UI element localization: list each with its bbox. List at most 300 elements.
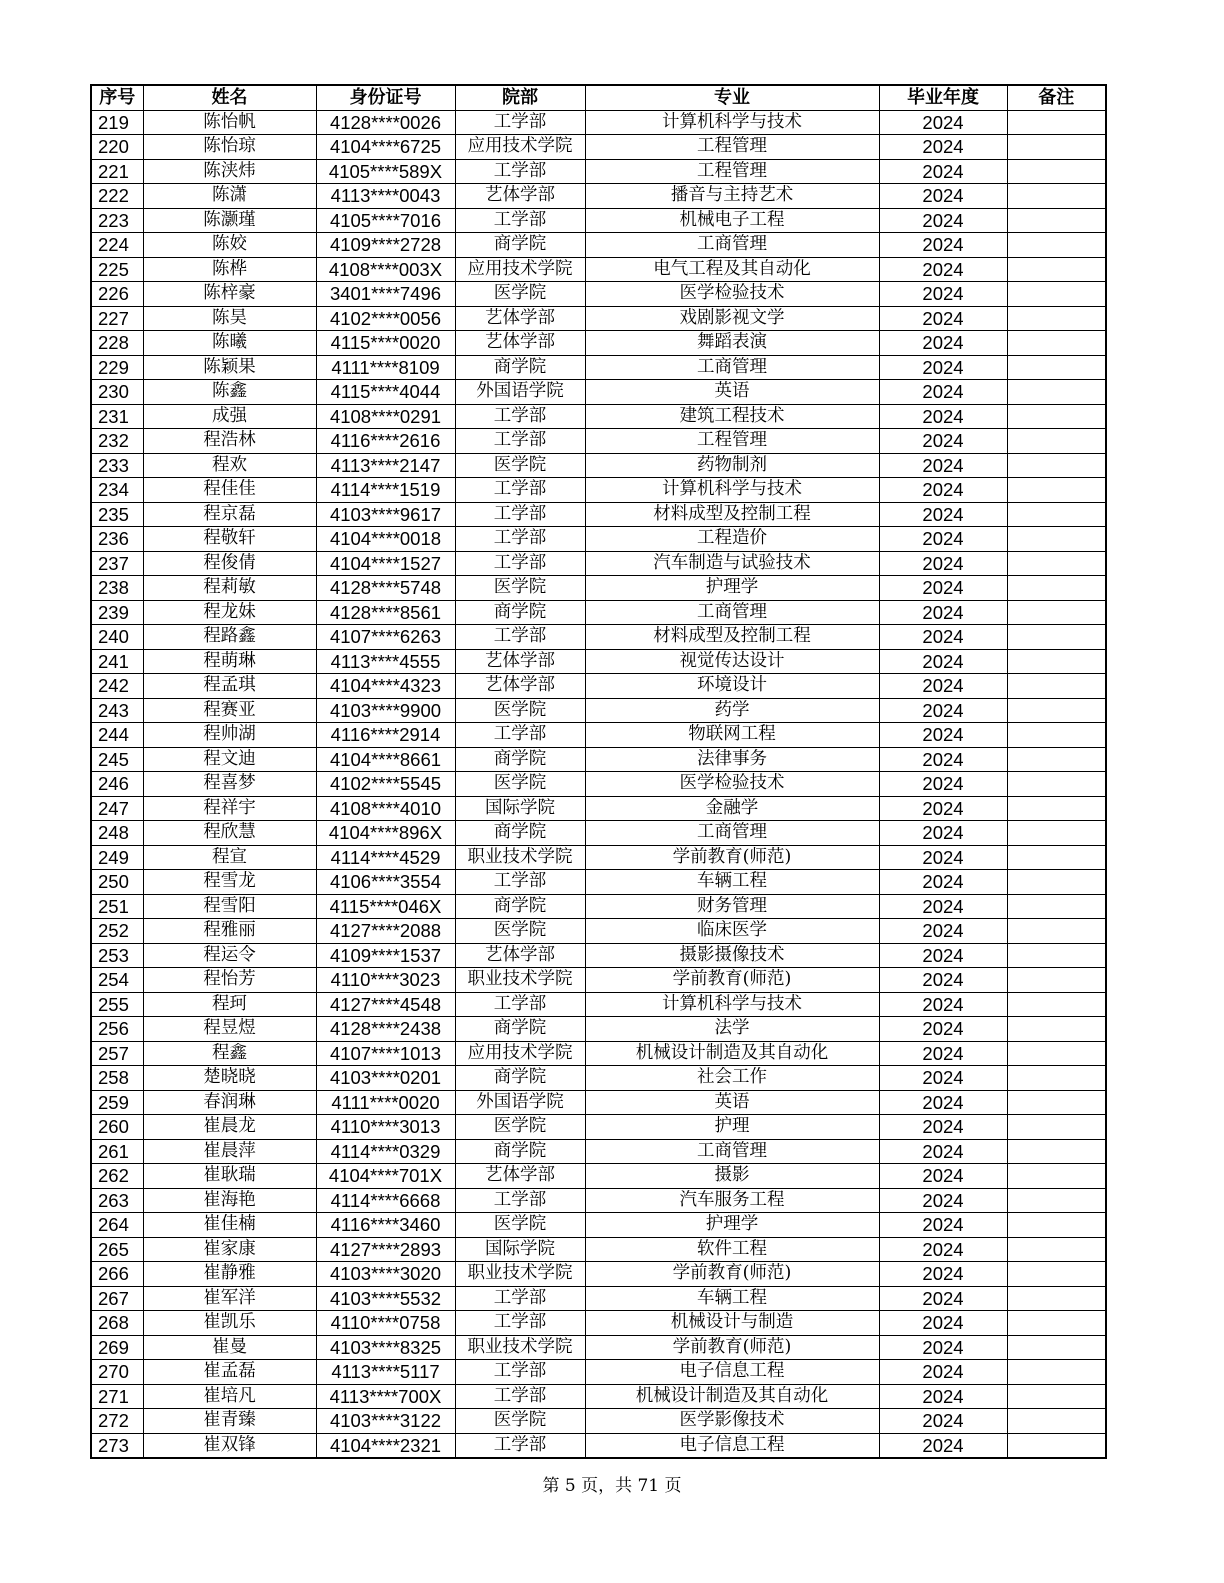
cell-graduation-year: 2024 [879, 404, 1007, 429]
cell-seq: 260 [91, 1115, 143, 1140]
cell-major: 护理学 [585, 1213, 879, 1238]
table-row [91, 184, 1106, 209]
cell-remarks [1007, 1213, 1106, 1238]
cell-department: 医学院 [455, 453, 585, 478]
cell-graduation-year: 2024 [879, 674, 1007, 699]
cell-name: 崔晨龙 [143, 1115, 316, 1140]
table-row [91, 1237, 1106, 1262]
cell-seq: 225 [91, 257, 143, 282]
cell-name: 程俊倩 [143, 551, 316, 576]
cell-id-number: 4113****4555 [316, 649, 455, 674]
cell-department: 艺体学部 [455, 1164, 585, 1189]
cell-seq: 253 [91, 943, 143, 968]
cell-graduation-year: 2024 [879, 527, 1007, 552]
cell-seq: 256 [91, 1017, 143, 1042]
table-row [91, 1360, 1106, 1385]
table-row [91, 649, 1106, 674]
cell-remarks [1007, 159, 1106, 184]
cell-graduation-year: 2024 [879, 943, 1007, 968]
cell-name: 程赛亚 [143, 698, 316, 723]
cell-department: 工学部 [455, 110, 585, 135]
cell-name: 崔海艳 [143, 1188, 316, 1213]
cell-seq: 244 [91, 723, 143, 748]
cell-graduation-year: 2024 [879, 208, 1007, 233]
cell-department: 国际学院 [455, 796, 585, 821]
table-row [91, 1335, 1106, 1360]
cell-id-number: 4115****4044 [316, 380, 455, 405]
cell-remarks [1007, 404, 1106, 429]
cell-graduation-year: 2024 [879, 1041, 1007, 1066]
cell-id-number: 4113****700X [316, 1384, 455, 1409]
cell-id-number: 4103****5532 [316, 1286, 455, 1311]
cell-major: 计算机科学与技术 [585, 478, 879, 503]
cell-remarks [1007, 968, 1106, 993]
table-row [91, 135, 1106, 160]
cell-graduation-year: 2024 [879, 796, 1007, 821]
table-row [91, 796, 1106, 821]
table-row [91, 600, 1106, 625]
cell-seq: 243 [91, 698, 143, 723]
cell-department: 国际学院 [455, 1237, 585, 1262]
cell-seq: 259 [91, 1090, 143, 1115]
cell-department: 医学院 [455, 1213, 585, 1238]
cell-major: 社会工作 [585, 1066, 879, 1091]
cell-department: 工学部 [455, 502, 585, 527]
cell-graduation-year: 2024 [879, 135, 1007, 160]
cell-graduation-year: 2024 [879, 1164, 1007, 1189]
cell-remarks [1007, 184, 1106, 209]
table-row [91, 502, 1106, 527]
table-row [91, 870, 1106, 895]
cell-id-number: 4128****2438 [316, 1017, 455, 1042]
header-seq: 序号 [91, 85, 143, 110]
cell-id-number: 4104****2321 [316, 1433, 455, 1458]
cell-id-number: 4114****1519 [316, 478, 455, 503]
cell-id-number: 4128****5748 [316, 576, 455, 601]
cell-graduation-year: 2024 [879, 845, 1007, 870]
header-graduation-year: 毕业年度 [879, 85, 1007, 110]
cell-major: 学前教育(师范) [585, 845, 879, 870]
cell-graduation-year: 2024 [879, 184, 1007, 209]
cell-major: 电子信息工程 [585, 1433, 879, 1458]
cell-graduation-year: 2024 [879, 1188, 1007, 1213]
cell-major: 软件工程 [585, 1237, 879, 1262]
cell-id-number: 4104****896X [316, 821, 455, 846]
cell-graduation-year: 2024 [879, 306, 1007, 331]
cell-seq: 247 [91, 796, 143, 821]
cell-department: 工学部 [455, 1188, 585, 1213]
table-row [91, 1115, 1106, 1140]
cell-major: 摄影 [585, 1164, 879, 1189]
table-row [91, 1433, 1106, 1458]
cell-major: 物联网工程 [585, 723, 879, 748]
roster-sheet [90, 84, 1105, 1459]
cell-seq: 246 [91, 772, 143, 797]
cell-name: 陈昊 [143, 306, 316, 331]
table-row [91, 1213, 1106, 1238]
cell-graduation-year: 2024 [879, 723, 1007, 748]
cell-name: 程雪龙 [143, 870, 316, 895]
cell-id-number: 3401****7496 [316, 282, 455, 307]
cell-graduation-year: 2024 [879, 1384, 1007, 1409]
cell-graduation-year: 2024 [879, 355, 1007, 380]
cell-remarks [1007, 747, 1106, 772]
cell-major: 材料成型及控制工程 [585, 502, 879, 527]
cell-graduation-year: 2024 [879, 919, 1007, 944]
cell-name: 程帅湖 [143, 723, 316, 748]
cell-seq: 249 [91, 845, 143, 870]
cell-department: 医学院 [455, 282, 585, 307]
cell-id-number: 4103****8325 [316, 1335, 455, 1360]
table-row [91, 576, 1106, 601]
cell-id-number: 4108****4010 [316, 796, 455, 821]
cell-remarks [1007, 1335, 1106, 1360]
cell-department: 艺体学部 [455, 943, 585, 968]
cell-department: 职业技术学院 [455, 845, 585, 870]
cell-major: 材料成型及控制工程 [585, 625, 879, 650]
cell-graduation-year: 2024 [879, 600, 1007, 625]
cell-remarks [1007, 331, 1106, 356]
cell-graduation-year: 2024 [879, 747, 1007, 772]
cell-graduation-year: 2024 [879, 331, 1007, 356]
cell-graduation-year: 2024 [879, 821, 1007, 846]
cell-graduation-year: 2024 [879, 159, 1007, 184]
cell-id-number: 4102****0056 [316, 306, 455, 331]
cell-id-number: 4104****701X [316, 1164, 455, 1189]
cell-id-number: 4104****0018 [316, 527, 455, 552]
cell-id-number: 4111****8109 [316, 355, 455, 380]
cell-seq: 272 [91, 1409, 143, 1434]
cell-department: 艺体学部 [455, 649, 585, 674]
cell-seq: 263 [91, 1188, 143, 1213]
table-header-row [91, 85, 1106, 110]
cell-graduation-year: 2024 [879, 992, 1007, 1017]
cell-name: 陈曦 [143, 331, 316, 356]
cell-seq: 238 [91, 576, 143, 601]
cell-seq: 226 [91, 282, 143, 307]
cell-id-number: 4116****3460 [316, 1213, 455, 1238]
cell-id-number: 4115****046X [316, 894, 455, 919]
table-row [91, 919, 1106, 944]
cell-remarks [1007, 1237, 1106, 1262]
cell-name: 程萌琳 [143, 649, 316, 674]
cell-major: 工商管理 [585, 1139, 879, 1164]
table-row [91, 772, 1106, 797]
table-row [91, 1090, 1106, 1115]
cell-seq: 223 [91, 208, 143, 233]
cell-remarks [1007, 1188, 1106, 1213]
cell-department: 工学部 [455, 723, 585, 748]
cell-department: 商学院 [455, 600, 585, 625]
table-row [91, 894, 1106, 919]
cell-graduation-year: 2024 [879, 1311, 1007, 1336]
cell-seq: 239 [91, 600, 143, 625]
cell-remarks [1007, 1090, 1106, 1115]
table-row [91, 1286, 1106, 1311]
cell-seq: 241 [91, 649, 143, 674]
cell-id-number: 4128****8561 [316, 600, 455, 625]
cell-name: 程佳佳 [143, 478, 316, 503]
cell-department: 工学部 [455, 870, 585, 895]
cell-name: 程雅丽 [143, 919, 316, 944]
cell-department: 工学部 [455, 1311, 585, 1336]
cell-id-number: 4110****0758 [316, 1311, 455, 1336]
cell-name: 崔家康 [143, 1237, 316, 1262]
table-row [91, 404, 1106, 429]
cell-department: 医学院 [455, 1409, 585, 1434]
cell-name: 陈怡帆 [143, 110, 316, 135]
cell-name: 程怡芳 [143, 968, 316, 993]
cell-major: 播音与主持艺术 [585, 184, 879, 209]
cell-seq: 252 [91, 919, 143, 944]
cell-major: 工程造价 [585, 527, 879, 552]
cell-name: 陈鑫 [143, 380, 316, 405]
cell-major: 摄影摄像技术 [585, 943, 879, 968]
cell-name: 春润琳 [143, 1090, 316, 1115]
cell-department: 外国语学院 [455, 1090, 585, 1115]
table-row [91, 429, 1106, 454]
cell-id-number: 4114****6668 [316, 1188, 455, 1213]
cell-graduation-year: 2024 [879, 257, 1007, 282]
cell-remarks [1007, 1433, 1106, 1458]
cell-name: 陈桦 [143, 257, 316, 282]
cell-remarks [1007, 1139, 1106, 1164]
cell-seq: 221 [91, 159, 143, 184]
cell-id-number: 4113****5117 [316, 1360, 455, 1385]
cell-name: 程宣 [143, 845, 316, 870]
table-row [91, 723, 1106, 748]
cell-name: 崔晨萍 [143, 1139, 316, 1164]
cell-major: 工程管理 [585, 429, 879, 454]
cell-graduation-year: 2024 [879, 478, 1007, 503]
cell-major: 护理 [585, 1115, 879, 1140]
cell-remarks [1007, 674, 1106, 699]
cell-seq: 264 [91, 1213, 143, 1238]
cell-id-number: 4113****0043 [316, 184, 455, 209]
cell-department: 商学院 [455, 233, 585, 258]
cell-name: 程京磊 [143, 502, 316, 527]
cell-graduation-year: 2024 [879, 968, 1007, 993]
cell-graduation-year: 2024 [879, 1409, 1007, 1434]
cell-name: 程孟琪 [143, 674, 316, 699]
cell-major: 财务管理 [585, 894, 879, 919]
cell-seq: 227 [91, 306, 143, 331]
cell-name: 陈梓豪 [143, 282, 316, 307]
cell-name: 成强 [143, 404, 316, 429]
cell-remarks [1007, 135, 1106, 160]
table-row [91, 306, 1106, 331]
cell-seq: 240 [91, 625, 143, 650]
cell-id-number: 4115****0020 [316, 331, 455, 356]
cell-major: 工商管理 [585, 821, 879, 846]
table-row [91, 110, 1106, 135]
cell-id-number: 4105****7016 [316, 208, 455, 233]
cell-department: 商学院 [455, 747, 585, 772]
cell-remarks [1007, 551, 1106, 576]
cell-remarks [1007, 233, 1106, 258]
cell-department: 商学院 [455, 1017, 585, 1042]
cell-seq: 254 [91, 968, 143, 993]
cell-name: 崔静雅 [143, 1262, 316, 1287]
header-department: 院部 [455, 85, 585, 110]
cell-seq: 232 [91, 429, 143, 454]
table-row [91, 208, 1106, 233]
cell-remarks [1007, 502, 1106, 527]
cell-name: 程鑫 [143, 1041, 316, 1066]
table-row [91, 233, 1106, 258]
cell-graduation-year: 2024 [879, 625, 1007, 650]
cell-department: 职业技术学院 [455, 1262, 585, 1287]
cell-graduation-year: 2024 [879, 1090, 1007, 1115]
cell-department: 工学部 [455, 208, 585, 233]
cell-name: 陈灏瑾 [143, 208, 316, 233]
cell-seq: 265 [91, 1237, 143, 1262]
cell-id-number: 4104****8661 [316, 747, 455, 772]
table-row [91, 674, 1106, 699]
cell-major: 药物制剂 [585, 453, 879, 478]
table-row [91, 1041, 1106, 1066]
cell-id-number: 4106****3554 [316, 870, 455, 895]
table-row [91, 478, 1106, 503]
cell-major: 工商管理 [585, 355, 879, 380]
cell-name: 程欣慧 [143, 821, 316, 846]
cell-major: 车辆工程 [585, 870, 879, 895]
cell-major: 电子信息工程 [585, 1360, 879, 1385]
cell-remarks [1007, 1115, 1106, 1140]
cell-remarks [1007, 845, 1106, 870]
cell-remarks [1007, 698, 1106, 723]
table-row [91, 698, 1106, 723]
cell-seq: 230 [91, 380, 143, 405]
graduate-roster-table [90, 84, 1107, 1459]
cell-remarks [1007, 306, 1106, 331]
cell-id-number: 4107****6263 [316, 625, 455, 650]
header-remarks: 备注 [1007, 85, 1106, 110]
cell-name: 程浩林 [143, 429, 316, 454]
cell-seq: 270 [91, 1360, 143, 1385]
cell-department: 艺体学部 [455, 674, 585, 699]
cell-department: 商学院 [455, 1066, 585, 1091]
cell-seq: 233 [91, 453, 143, 478]
cell-remarks [1007, 1041, 1106, 1066]
cell-graduation-year: 2024 [879, 233, 1007, 258]
cell-department: 艺体学部 [455, 306, 585, 331]
cell-department: 应用技术学院 [455, 1041, 585, 1066]
cell-seq: 248 [91, 821, 143, 846]
cell-major: 学前教育(师范) [585, 968, 879, 993]
cell-remarks [1007, 355, 1106, 380]
table-row [91, 1164, 1106, 1189]
cell-graduation-year: 2024 [879, 1262, 1007, 1287]
cell-department: 工学部 [455, 404, 585, 429]
cell-department: 工学部 [455, 429, 585, 454]
table-row [91, 968, 1106, 993]
table-row [91, 943, 1106, 968]
cell-name: 程龙妹 [143, 600, 316, 625]
cell-graduation-year: 2024 [879, 1017, 1007, 1042]
cell-name: 崔耿瑞 [143, 1164, 316, 1189]
table-row [91, 1409, 1106, 1434]
cell-graduation-year: 2024 [879, 1237, 1007, 1262]
cell-seq: 250 [91, 870, 143, 895]
cell-seq: 224 [91, 233, 143, 258]
cell-id-number: 4111****0020 [316, 1090, 455, 1115]
header-major: 专业 [585, 85, 879, 110]
cell-major: 医学检验技术 [585, 772, 879, 797]
cell-seq: 237 [91, 551, 143, 576]
cell-graduation-year: 2024 [879, 649, 1007, 674]
cell-id-number: 4103****0201 [316, 1066, 455, 1091]
cell-department: 医学院 [455, 698, 585, 723]
cell-id-number: 4128****0026 [316, 110, 455, 135]
cell-remarks [1007, 1286, 1106, 1311]
cell-seq: 266 [91, 1262, 143, 1287]
cell-remarks [1007, 943, 1106, 968]
cell-seq: 235 [91, 502, 143, 527]
cell-seq: 228 [91, 331, 143, 356]
table-row [91, 551, 1106, 576]
cell-seq: 255 [91, 992, 143, 1017]
cell-id-number: 4116****2616 [316, 429, 455, 454]
cell-id-number: 4109****2728 [316, 233, 455, 258]
cell-name: 程祥宇 [143, 796, 316, 821]
cell-graduation-year: 2024 [879, 894, 1007, 919]
page-footer: 第 5 页，共 71 页 [542, 1476, 682, 1496]
cell-remarks [1007, 282, 1106, 307]
cell-seq: 258 [91, 1066, 143, 1091]
cell-graduation-year: 2024 [879, 1286, 1007, 1311]
cell-remarks [1007, 576, 1106, 601]
cell-major: 视觉传达设计 [585, 649, 879, 674]
cell-remarks [1007, 821, 1106, 846]
table-row [91, 1017, 1106, 1042]
cell-seq: 234 [91, 478, 143, 503]
cell-remarks [1007, 992, 1106, 1017]
cell-graduation-year: 2024 [879, 1115, 1007, 1140]
cell-name: 程敬轩 [143, 527, 316, 552]
cell-remarks [1007, 527, 1106, 552]
table-row [91, 1262, 1106, 1287]
cell-name: 程莉敏 [143, 576, 316, 601]
cell-graduation-year: 2024 [879, 1360, 1007, 1385]
table-row [91, 1311, 1106, 1336]
cell-major: 学前教育(师范) [585, 1335, 879, 1360]
cell-remarks [1007, 1360, 1106, 1385]
cell-id-number: 4103****9900 [316, 698, 455, 723]
table-row [91, 527, 1106, 552]
cell-remarks [1007, 478, 1106, 503]
cell-major: 环境设计 [585, 674, 879, 699]
table-row [91, 747, 1106, 772]
cell-graduation-year: 2024 [879, 453, 1007, 478]
table-row [91, 1188, 1106, 1213]
cell-id-number: 4127****2893 [316, 1237, 455, 1262]
cell-major: 临床医学 [585, 919, 879, 944]
cell-graduation-year: 2024 [879, 1213, 1007, 1238]
cell-name: 程喜梦 [143, 772, 316, 797]
cell-name: 崔凯乐 [143, 1311, 316, 1336]
cell-name: 程雪阳 [143, 894, 316, 919]
cell-seq: 242 [91, 674, 143, 699]
table-row [91, 257, 1106, 282]
cell-seq: 236 [91, 527, 143, 552]
cell-name: 程珂 [143, 992, 316, 1017]
table-row [91, 282, 1106, 307]
cell-department: 医学院 [455, 576, 585, 601]
cell-remarks [1007, 723, 1106, 748]
cell-graduation-year: 2024 [879, 551, 1007, 576]
cell-name: 崔培凡 [143, 1384, 316, 1409]
